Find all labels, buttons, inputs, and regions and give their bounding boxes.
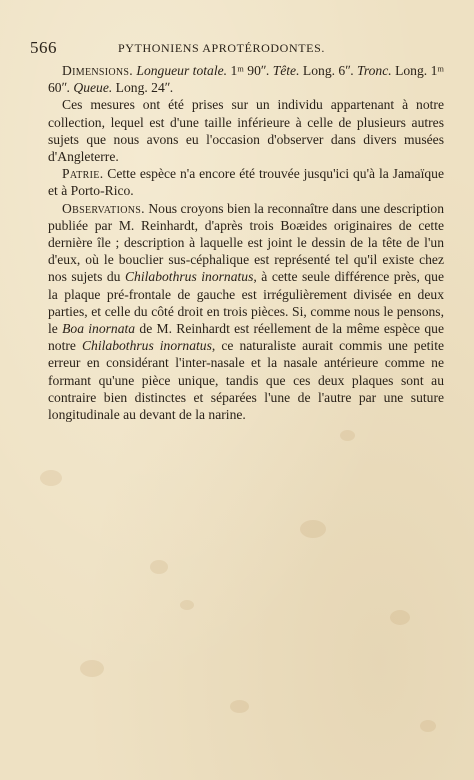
observations-text-4: , ce naturaliste aurait commis une petite erreur en considérant l'inter-nasale et la nasale antérieure comme ne formant qu'une pièce unique, tandis que ces deux plaques sont au contraire bien distinctes et séparées l'une de l'autre par une suture longitudinale au devant de la narine. [48,338,445,423]
dimensions-label: Dimensions. [62,63,133,78]
tail-value: Long. 24ʺ. [115,80,174,96]
observations-text-1: Nous croyons bien la reconnaître dans une description publiée par M. Reinhardt, d'après trois Boæides originaires de cette dernière île ; description à laquelle est joint le dessin de la tête de l'un d'eux, où le bouclier sus-céphalique est représenté tel qu'il existe chez nos sujets du [48,200,444,285]
observations-paragraph [48,200,444,424]
foxing-spot [420,720,436,732]
species-name-1: Chilabothrus inornatus [124,269,254,285]
foxing-spot [180,600,194,610]
observations-label: Observations. [62,200,145,216]
patrie-paragraph [48,165,444,199]
head-label: Tête. [272,63,300,78]
page-number: 566 [30,38,57,57]
foxing-spot [80,660,104,677]
foxing-spot [340,430,355,441]
patrie-text: Cette espèce n'a encore été trouvée jusqu'ici qu'à la Jamaïque et à Porto-Rico. [48,166,444,199]
species-name-2: Boa inornata [62,321,136,337]
trunk-value: Long. 1ᵐ 60ʺ. [48,63,445,96]
dimensions-paragraph [48,62,444,96]
head-value: Long. 6ʺ. [302,63,354,78]
page-header [30,38,444,58]
body-text [48,62,444,423]
total-length-label: Longueur totale. [136,63,228,78]
tail-label: Queue. [73,80,113,96]
trunk-label: Tronc. [357,63,392,78]
total-length-value: 1ᵐ 90ʺ. [230,63,270,78]
running-head: PYTHONIENS APROTÉRODONTES. [118,41,325,55]
species-name-3: Chilabothrus inornatus [81,338,212,354]
dimensions-note: Ces mesures ont été prises sur un individu appartenant à notre collection, lequel est d'une taille inférieure à celle de plusieurs autres sujets que nous avons eu l'occasion d'observer dans divers musées d'Angleterre. [48,97,444,165]
observations-text-3: de M. Reinhardt est réellement de la même espèce que notre [48,321,444,354]
foxing-spot [150,560,168,574]
foxing-spot [300,520,326,538]
patrie-label: Patrie. [62,166,104,182]
foxing-spot [390,610,410,625]
observations-text-2: , à cette seule différence près, que la plaque pré-frontale de gauche est irrégulièrement divisée en deux parties, et celle du côté droit en trois pièces. Si, comme nous le pensons, le [48,269,444,337]
foxing-spot [40,470,62,486]
foxing-spot [230,700,249,713]
